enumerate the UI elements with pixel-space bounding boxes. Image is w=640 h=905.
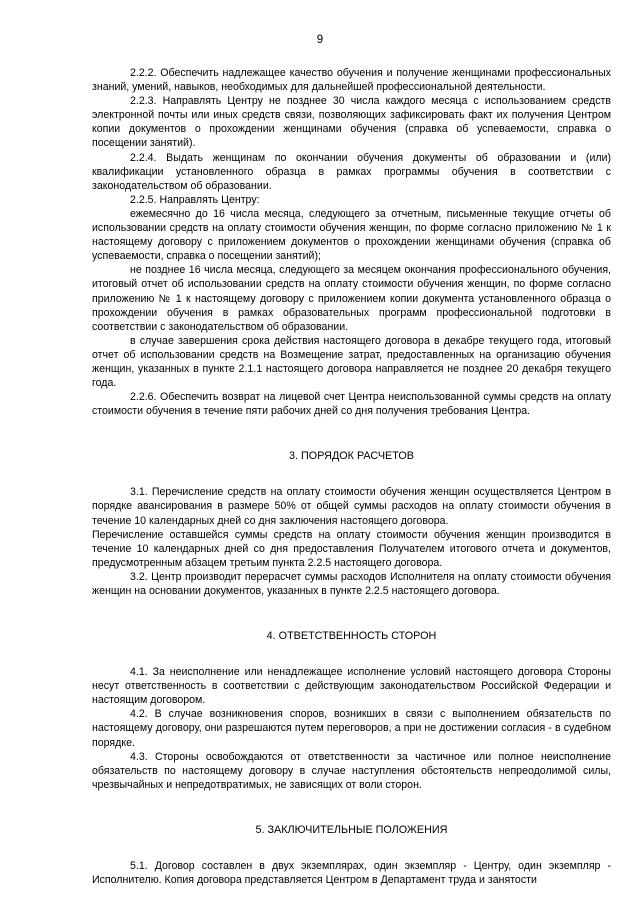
paragraph: 2.2.2. Обеспечить надлежащее качество обучения и получение женщинами профессиональных знаний, умений, навыков, необходимых для дальнейшей профессиональной деятельности.: [92, 67, 611, 94]
paragraph: 2.2.6. Обеспечить возврат на лицевой счет Центра неиспользованной суммы средств на оплату стоимости обучения в течение пяти рабочих дней со дня получения требования Центра.: [92, 391, 611, 418]
paragraph: 3.2. Центр производит перерасчет суммы расходов Исполнителя на оплату стоимости обучения женщин на основании документов, указанных в пункте 2.2.5 настоящего договора.: [92, 570, 611, 597]
obligations-continued: [92, 66, 611, 418]
paragraph: 2.2.5. Направлять Центру:: [130, 193, 260, 206]
paragraph: Перечисление оставшейся суммы средств на оплату стоимости обучения женщин производится в течение 10 календарных дней со дня предоставления Получателем итогового отчета и документов, предусмотренным абзацем третьим пункта 2.2.5 настоящего договора.: [92, 528, 611, 569]
section-heading-payments: 3. ПОРЯДОК РАСЧЕТОВ: [289, 450, 414, 463]
paragraph: в случае завершения срока действия настоящего договора в декабре текущего года, итоговый отчет об использовании средств на Возмещение затрат, предоставленных на организацию обучения женщин, указанных в пункте 2.1.1 настоящего договора направляется не позднее 20 декабря текущего года.: [92, 334, 611, 390]
paragraph: 4.1. За неисполнение или ненадлежащее исполнение условий настоящего договора Стороны несут ответственность в соответствии с действующим законодательством Российской Федерации и настоящим договором.: [92, 666, 611, 707]
paragraph: 2.2.4. Выдать женщинам по окончании обучения документы об образовании и (или) квалификации установленного образца в рамках программы обучения в соответствии с законодательством об образовании.: [92, 151, 611, 192]
section-final-provisions-body: [92, 859, 611, 887]
paragraph: 4.2. В случае возникновения споров, возникших в связи с выполнением обязательств по настоящему договору, они разрешаются путем переговоров, а при не достижении согласия - в судебном порядке.: [92, 708, 611, 749]
section-payments-body: [92, 485, 611, 598]
section-heading-final-provisions: 5. ЗАКЛЮЧИТЕЛЬНЫЕ ПОЛОЖЕНИЯ: [255, 823, 448, 836]
page-number: 9: [316, 34, 324, 46]
paragraph: 2.2.3. Направлять Центру не позднее 30 числа каждого месяца с использованием средств электронной почты или иных средств связи, позволяющих зафиксировать факт их получения Центром копии документов о прохождении женщинами обучения (справка об успеваемости, справка о посещении занятий).: [92, 95, 611, 150]
paragraph: не позднее 16 числа месяца, следующего за месяцем окончания профессионального обучения, итоговый отчет об использовании средств на оплату стоимости обучения женщин, по форме согласно приложению № 1 к настоящему договору с приложением копии документа установленного образца о прохождении обучения в рамках образовательных программ профессиональной подготовки в соответствии с законодательством об образовании.: [92, 264, 611, 333]
section-heading-liability: 4. ОТВЕТСТВЕННОСТЬ СТОРОН: [266, 630, 437, 643]
paragraph: ежемесячно до 16 числа месяца, следующего за отчетным, письменные текущие отчеты об использовании средств на оплату стоимости обучения женщин, по форме согласно приложению № 1 к настоящему договору с приложением документов о прохождении женщинами обучения (справка об успеваемости, справка о посещении занятий);: [92, 207, 611, 263]
paragraph: 3.1. Перечисление средств на оплату стоимости обучения женщин осуществляется Центром в порядке авансирования в размере 50% от общей суммы расходов на оплату стоимости обучения в течение 10 календарных дней со дня заключения настоящего договора.: [92, 486, 611, 527]
page-content: [92, 66, 611, 887]
paragraph: 5.1. Договор составлен в двух экземплярах, один экземпляр - Центру, один экземпляр - Исполнителю. Копия договора представляется Центром в Департамент труда и занятости: [92, 859, 611, 887]
paragraph: 4.3. Стороны освобождаются от ответственности за частичное или полное неисполнение обязательств по настоящему договору в случае наступления обстоятельств непреодолимой силы, чрезвычайных и непредотвратимых, не зависящих от воли сторон.: [92, 750, 611, 791]
section-liability-body: [92, 665, 611, 792]
